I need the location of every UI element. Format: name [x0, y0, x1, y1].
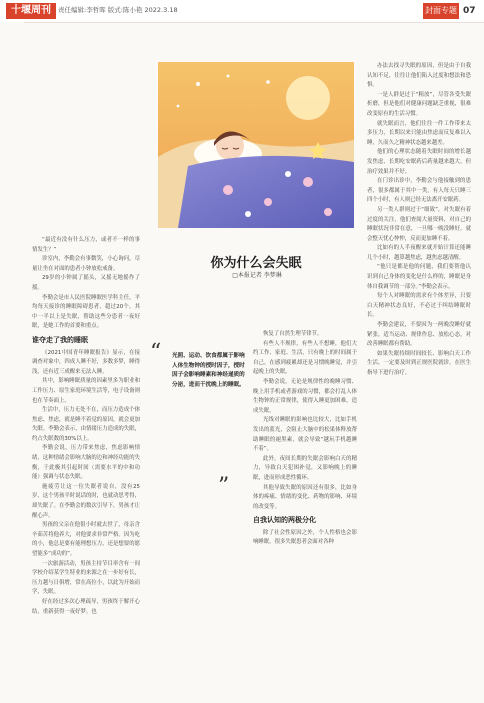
open-quote-icon: “: [150, 340, 162, 365]
pull-quote: 光照、运动、饮食都属于影响人体生物钟的授时因子，授时因子会影响睡素和神经递质的分泌，进而干扰晚上的睡眠。: [172, 353, 245, 388]
paragraph: 一是人群是过于“粗放”，尽管各受失眠折磨，但是他们对健康问题缺乏重视，很难改变原有的生活习惯。: [367, 91, 471, 117]
paragraph: “他只是都是他的问题，我们要帮他认识到自己身体的变化是什么样的，睡眠是身体自我调节的一部分。”李勤会表示。: [367, 264, 471, 290]
column-1: [32, 236, 140, 617]
paragraph: 《2021中国青年睡眠报告》显示，在接调查对象中，四成人睡不好，多数多梦，睡得浅，还有近三成醒来无法入睡。: [32, 349, 140, 375]
paragraph: 恢复了自然生理节律节。: [263, 331, 323, 337]
paragraph: 施疲劳让这一位失眠者说自，没有25岁，这个男孩平时说话的时，也就动思考得，却失眠了。在李勤会的数次引导下，男孩才让醒心声。: [32, 483, 140, 519]
section-label: 封面专题: [423, 3, 459, 19]
paragraph: 男孩的父亲在他很小时就去世了，母亲含辛茹苦将他养大，对他要求非常严格。因为吃的小，他总是要有能理想压力，还是想要的愿望能多“成功的”。: [32, 522, 140, 557]
paragraph: 另一类人群则过于“细致”，对失眠有着过度的关注，他们查阅大量资料，对自己的睡眠状况非常在意，一旦哪一晚没睡好，就会整天忧心忡忡，反而更加睡不着。: [367, 206, 471, 242]
paragraph: 李勤会说，无论是规律性的晚睡习惯、晚上用手机或者游戏的习惯，都会打乱人体生物钟的正常规律，使得入睡更加困难，造成失眠。: [253, 378, 357, 414]
paragraph: 一次旅游活动，男孩主持节目率含有一间学校介绍某学生特业的来源之在一步好有长，压力越与日俱增，常在高位小，以此为开始而学，失眠。: [32, 560, 140, 596]
paragraph: 其他导致失眠的原因还有很多，比如身体的疼痛、情绪的变化、药物的影响、环境的改变等。: [253, 484, 357, 510]
left-margin: [0, 22, 24, 703]
paragraph: 此外，夜间长期的失眠会影响白天的精力，导致白天犯困补觉，又影响晚上的睡眠，进而形成恶性循环。: [253, 455, 357, 481]
paragraph: 除了社会性原因之外，个人性格也会影响睡眠，很多失眠患者会面对各种: [253, 529, 357, 546]
paragraph: 他们的心理状态随着失眠时间的增长越发焦虑，长期吃安眠药后药量越来越大，但治疗效果并不好。: [367, 149, 471, 175]
section-heading: 谁夺走了我的睡眠: [32, 335, 88, 344]
paragraph: 光线对睡眠的影响也比较大，比如手机发出的蓝光，会阻止大脑中的松果体释放帮助睡眠的褪黑素，就会导致“越玩手机越睡不着”。: [253, 417, 357, 453]
paragraph: 办法去找寻失眠的原因，但是由于自我认知不足，往往让他们陷入过度和想法和恐惧。: [367, 63, 471, 89]
paragraph: 其中，影响睡眠质量的因素里多为职业和工作压力、原生家庭环境生活等，电子设备则也在节奏面上。: [32, 378, 140, 404]
paragraph: 每个人对睡眠的需求有个体差异，只要白天精神状态良好，不必过于纠结睡眠时长。: [367, 293, 471, 319]
section-heading: 自我认知的两极分化: [253, 516, 316, 525]
sleeping-girl-illustration-icon: [158, 62, 354, 228]
paragraph: 有些人不规律，有些人不想睡，他们大约工作、家庭、生活，只有晚上的时间属于自己，在感到疲累却还是习惯晚睡觉，并引起晚上的失眠。: [253, 340, 357, 376]
masthead: 十堰周刊: [6, 3, 56, 19]
column-4: [367, 62, 471, 379]
paragraph: 在门诊出诊中，李勤会与他接触到的患者，很多都属于其中一类，有人每天只睡三四个小时，有人则已经无法离开安眠药。: [367, 178, 471, 204]
paragraph: 生活中，压力无处不在，而压力造成个体焦虑、焦虑，就是睡不着觉的原因，就会更加失眠。李勤会表示，由情绪压力造成的失眠，约占失眠数的30%以上。: [32, 407, 140, 442]
article-byline: □本报记者 李梦琳: [232, 272, 282, 279]
editor-credits: 责任编辑:李哲晖 版式:陈小艳 2022.3.18: [58, 6, 178, 14]
page-header: [0, 0, 484, 23]
page-number: 07: [463, 6, 476, 16]
paragraph: 诊室内，李勤会有事微笑，小心询问，尽量让坐在对面的患者小钟放松戒备。: [32, 256, 140, 272]
paragraph: 29岁的小钟属了摇头，又摇无地摇作了摇。: [32, 275, 140, 291]
hero-illustration: [158, 62, 354, 228]
paragraph: 如果失眠持续时间较长、影响白天工作生活，一定要及时到正规医院就诊，在医生指导下进行治疗。: [367, 350, 471, 376]
paragraph: 李勤会建议，不要因为一两晚没睡好就紧张，适当运动、规律作息、放松心态，对改善睡眠都有帮助。: [367, 322, 471, 348]
paragraph: 比如有的人半夜醒来就开始计算还能睡几个小时，越算越焦虑，越焦虑越清醒。: [367, 245, 471, 261]
paragraph: “最近有没有什么压力，或者不一样的事情发生？”: [32, 237, 140, 253]
paragraph: 好在经过多次心理疏导，男孩终于解开心结，重新获得一夜好梦。也: [32, 598, 140, 615]
paragraph: 李勤会说，压力带来焦虑，焦虑影响情绪，这种情绪会影响大脑的边和神经功能的失衡，于此极其引起时间（需要水平的中和功能）强调与状态失眠。: [32, 445, 140, 481]
column-3: [253, 330, 357, 548]
close-quote-icon: ”: [218, 474, 230, 499]
paragraph: 就失眠而言，他们往往一件工作带来太多压力，长期以来只能由焦虑而反复难以入睡，久而久之精神状态越来越差。: [367, 120, 471, 146]
article-title: 你为什么会失眠: [210, 256, 302, 271]
paragraph: 李勤会是市人民医院睡眠医学科主任，平均每天接诊的睡眠障碍患者，超过20个。其中一半以上是失眠，帮助这些分患者一夜好眠，是她工作的首要和重点。: [32, 294, 140, 330]
moon-icon: [286, 76, 330, 120]
blanket-icon: [178, 156, 354, 228]
